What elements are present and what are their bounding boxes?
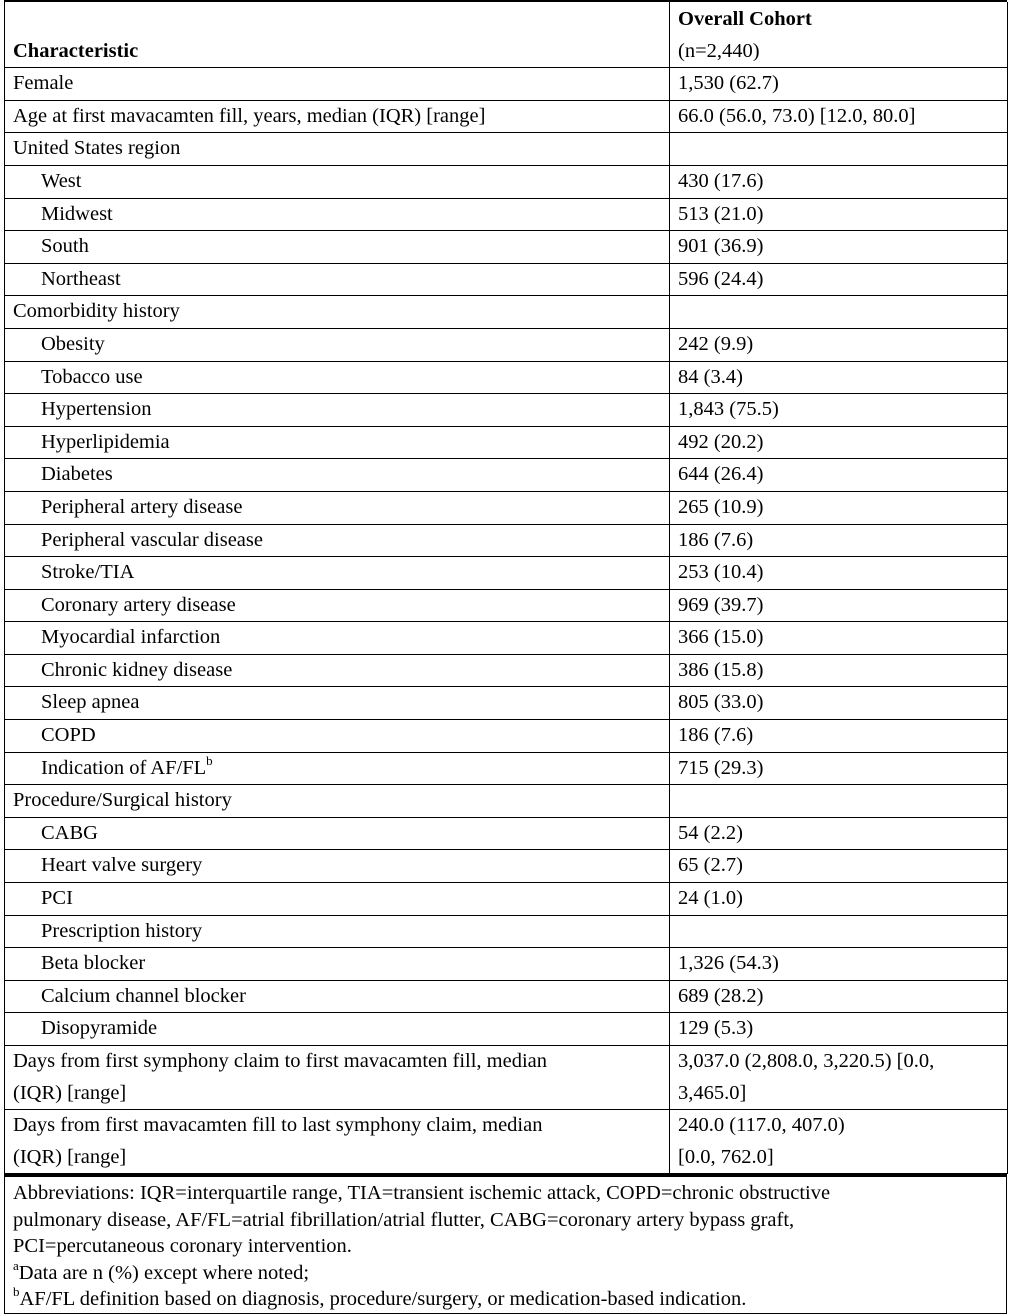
row-value: 66.0 (56.0, 73.0) [12.0, 80.0] <box>670 100 1008 133</box>
table-row <box>5 785 1008 818</box>
header-characteristic: Characteristic <box>5 2 670 68</box>
row-value: 186 (7.6) <box>670 524 1008 557</box>
table-row <box>5 426 1008 459</box>
characteristics-table <box>4 2 1008 1174</box>
table-row <box>5 394 1008 427</box>
footnotes <box>4 1177 1007 1314</box>
table-row <box>5 817 1008 850</box>
row-label: Northeast <box>5 263 670 296</box>
row-label: CABG <box>5 817 670 850</box>
table-row <box>5 459 1008 492</box>
row-label: Myocardial infarction <box>5 622 670 655</box>
row-value: 596 (24.4) <box>670 263 1008 296</box>
table-row <box>5 622 1008 655</box>
row-label: Beta blocker <box>5 948 670 981</box>
row-value: 240.0 (117.0, 407.0) [0.0, 762.0] <box>670 1110 1008 1174</box>
row-label: COPD <box>5 720 670 753</box>
row-label: Procedure/Surgical history <box>5 785 670 818</box>
table-row <box>5 850 1008 883</box>
table-row <box>5 198 1008 231</box>
row-value: 84 (3.4) <box>670 361 1008 394</box>
row-value: 24 (1.0) <box>670 883 1008 916</box>
table-row <box>5 883 1008 916</box>
row-value: 129 (5.3) <box>670 1013 1008 1046</box>
row-value: 265 (10.9) <box>670 491 1008 524</box>
header-overall-cohort <box>670 2 1008 68</box>
table-header-row <box>5 2 1008 68</box>
row-label: Obesity <box>5 328 670 361</box>
row-value <box>670 785 1008 818</box>
table-body <box>5 68 1008 1174</box>
row-label: Diabetes <box>5 459 670 492</box>
row-value: 366 (15.0) <box>670 622 1008 655</box>
row-label: Disopyramide <box>5 1013 670 1046</box>
table-row <box>5 133 1008 166</box>
row-value: 186 (7.6) <box>670 720 1008 753</box>
row-label: Hypertension <box>5 394 670 427</box>
row-value: 253 (10.4) <box>670 557 1008 590</box>
table-row <box>5 557 1008 590</box>
row-value: 242 (9.9) <box>670 328 1008 361</box>
row-label: Comorbidity history <box>5 296 670 329</box>
table-row <box>5 263 1008 296</box>
row-label: Stroke/TIA <box>5 557 670 590</box>
document-page <box>4 0 1007 1314</box>
table-row <box>5 589 1008 622</box>
row-label: Coronary artery disease <box>5 589 670 622</box>
table-row <box>5 361 1008 394</box>
row-label: Midwest <box>5 198 670 231</box>
abbreviations-line: pulmonary disease, AF/FL=atrial fibrillation/atrial flutter, CABG=coronary artery bypass graft, <box>13 1208 795 1231</box>
row-value: 644 (26.4) <box>670 459 1008 492</box>
row-label: Hyperlipidemia <box>5 426 670 459</box>
row-label: Days from first mavacamten fill to last symphony claim, median (IQR) [range] <box>5 1110 670 1174</box>
footnote-a: $^a$Data are n (%) except where noted; <box>13 1257 310 1284</box>
abbreviations-line: PCI=percutaneous coronary intervention. <box>13 1235 352 1258</box>
abbreviations-line: Abbreviations: IQR=interquartile range, TIA=transient ischemic attack, COPD=chronic obstructive <box>13 1182 831 1205</box>
table-row <box>5 1110 1008 1174</box>
row-label: PCI <box>5 883 670 916</box>
table-row <box>5 100 1008 133</box>
row-value: 969 (39.7) <box>670 589 1008 622</box>
row-value <box>670 296 1008 329</box>
row-value: 3,037.0 (2,808.0, 3,220.5) [0.0, 3,465.0] <box>670 1046 1008 1110</box>
table-row <box>5 687 1008 720</box>
table-row <box>5 1013 1008 1046</box>
row-label: Prescription history <box>5 915 670 948</box>
table-row <box>5 1046 1008 1110</box>
row-value: 1,326 (54.3) <box>670 948 1008 981</box>
row-label: Peripheral artery disease <box>5 491 670 524</box>
row-label: Tobacco use <box>5 361 670 394</box>
row-value: 430 (17.6) <box>670 165 1008 198</box>
table-row <box>5 980 1008 1013</box>
table-row <box>5 68 1008 101</box>
table-row <box>5 296 1008 329</box>
row-label: South <box>5 231 670 264</box>
table-row <box>5 915 1008 948</box>
table-row <box>5 491 1008 524</box>
footnote-b: $^b$AF/FL definition based on diagnosis, procedure/surgery, or medication-based indication. <box>13 1284 747 1311</box>
row-value: 805 (33.0) <box>670 687 1008 720</box>
row-value: 65 (2.7) <box>670 850 1008 883</box>
table-row <box>5 328 1008 361</box>
row-label: Indication of $AF/FL^b$ <box>5 752 670 785</box>
row-value <box>670 133 1008 166</box>
row-value: 1,530 (62.7) <box>670 68 1008 101</box>
row-label: Chronic kidney disease <box>5 654 670 687</box>
row-value: 689 (28.2) <box>670 980 1008 1013</box>
table-row <box>5 524 1008 557</box>
row-label: Calcium channel blocker <box>5 980 670 1013</box>
row-value: 386 (15.8) <box>670 654 1008 687</box>
row-label: Female <box>5 68 670 101</box>
row-value: 901 (36.9) <box>670 231 1008 264</box>
row-value: 1,843 (75.5) <box>670 394 1008 427</box>
row-value: 715 (29.3) <box>670 752 1008 785</box>
header-overall-title: Overall Cohort <box>678 8 812 30</box>
row-label: Peripheral vascular disease <box>5 524 670 557</box>
table-row <box>5 654 1008 687</box>
table-row <box>5 752 1008 785</box>
table-row <box>5 231 1008 264</box>
row-value: 492 (20.2) <box>670 426 1008 459</box>
table-row <box>5 720 1008 753</box>
row-label: United States region <box>5 133 670 166</box>
header-overall-n: (n=2,440) <box>678 39 760 62</box>
row-value: 513 (21.0) <box>670 198 1008 231</box>
table-row <box>5 165 1008 198</box>
row-label: Days from first symphony claim to first mavacamten fill, median (IQR) [range] <box>5 1046 670 1110</box>
row-label: Age at first mavacamten fill, years, median (IQR) [range] <box>5 100 670 133</box>
row-label: West <box>5 165 670 198</box>
row-value <box>670 915 1008 948</box>
row-label: Heart valve surgery <box>5 850 670 883</box>
table-row <box>5 948 1008 981</box>
abbreviations-note <box>13 1180 998 1260</box>
row-label: Sleep apnea <box>5 687 670 720</box>
row-value: 54 (2.2) <box>670 817 1008 850</box>
